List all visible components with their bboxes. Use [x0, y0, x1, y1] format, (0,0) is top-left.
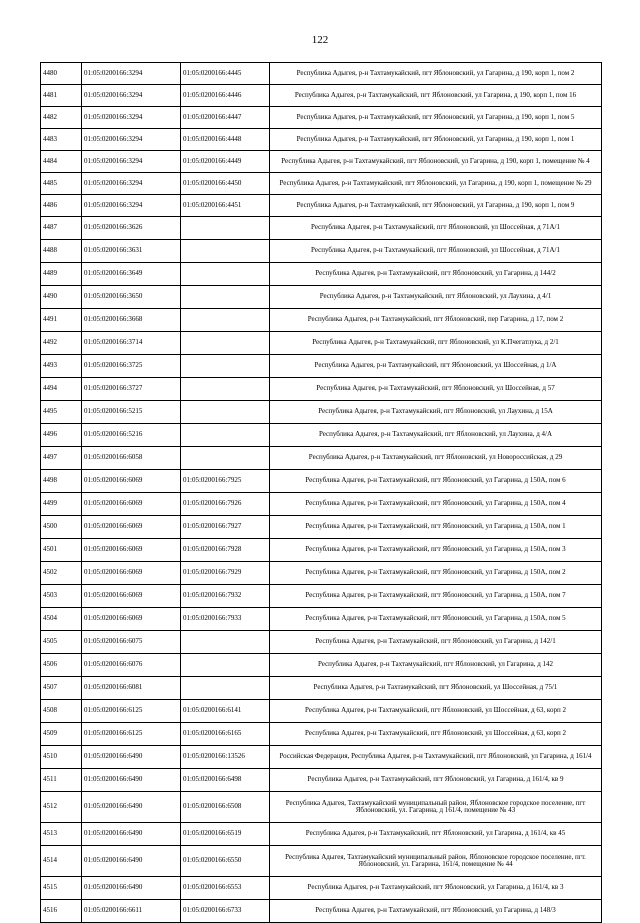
row-number-cell: 4490: [41, 286, 82, 309]
address-cell: Республика Адыгея, р-н Тахтамукайский, пгт Яблоновский, ул Гагарина, д 150А, пом 4: [270, 493, 602, 516]
row-number-cell: 4509: [41, 723, 82, 746]
table-row: [41, 846, 602, 877]
object-number-cell: 01:05:0200166:6165: [181, 723, 270, 746]
table-row: [41, 746, 602, 769]
address-cell: Республика Адыгея, р-н Тахтамукайский, пгт Яблоновский, ул Лаухина, д 4/1: [270, 286, 602, 309]
row-number-cell: 4480: [41, 63, 82, 85]
page-number: 122: [311, 34, 329, 46]
row-number-cell: 4508: [41, 700, 82, 723]
row-number-cell: 4485: [41, 173, 82, 195]
address-cell: Республика Адыгея, р-н Тахтамукайский, пгт Яблоновский, ул Гагарина, д 142/1: [270, 631, 602, 654]
row-number-cell: 4500: [41, 516, 82, 539]
cadastral-number-cell: 01:05:0200166:6069: [82, 562, 181, 585]
cadastral-number-cell: 01:05:0200166:6490: [82, 823, 181, 846]
object-number-cell: [181, 332, 270, 355]
object-number-cell: [181, 309, 270, 332]
table-row: [41, 493, 602, 516]
table-row: [41, 585, 602, 608]
table-row: [41, 608, 602, 631]
object-number-cell: [181, 378, 270, 401]
row-number-cell: 4499: [41, 493, 82, 516]
row-number-cell: 4495: [41, 401, 82, 424]
address-cell: Российская Федерация, Республика Адыгея, р-н Тахтамукайский, пгт Яблоновский, ул Гагарина, д 161/4: [270, 746, 602, 769]
object-number-cell: 01:05:0200166:13526: [181, 746, 270, 769]
address-cell: Республика Адыгея, р-н Тахтамукайский, пгт Яблоновский, ул Лаухина, д 4/А: [270, 424, 602, 447]
cadastral-number-cell: 01:05:0200166:3714: [82, 332, 181, 355]
table-row: [41, 823, 602, 846]
cadastral-number-cell: 01:05:0200166:6125: [82, 700, 181, 723]
address-cell: Республика Адыгея, Тахтамукайский муниципальный район, Яблоновское городское поселение, пгт. Яблоновский, ул. Гагарина, 161/4, помещение № 44: [270, 846, 602, 877]
row-number-cell: 4492: [41, 332, 82, 355]
cadastral-number-cell: 01:05:0200166:3626: [82, 217, 181, 240]
object-number-cell: [181, 654, 270, 677]
object-number-cell: 01:05:0200166:6519: [181, 823, 270, 846]
registry-table: [40, 62, 602, 923]
table-row: [41, 173, 602, 195]
cadastral-number-cell: 01:05:0200166:3294: [82, 129, 181, 151]
address-cell: Республика Адыгея, р-н Тахтамукайский, пгт Яблоновский, ул Гагарина, д 150А, пом 5: [270, 608, 602, 631]
address-cell: Республика Адыгея, р-н Тахтамукайский, пгт Яблоновский, ул Гагарина, д 190, корп 1, пом 5: [270, 107, 602, 129]
cadastral-number-cell: 01:05:0200166:3294: [82, 85, 181, 107]
address-cell: Республика Адыгея, р-н Тахтамукайский, пгт Яблоновский, ул Гагарина, д 150А, пом 7: [270, 585, 602, 608]
object-number-cell: 01:05:0200166:6550: [181, 846, 270, 877]
cadastral-number-cell: 01:05:0200166:3294: [82, 63, 181, 85]
row-number-cell: 4493: [41, 355, 82, 378]
object-number-cell: [181, 677, 270, 700]
address-cell: Республика Адыгея, р-н Тахтамукайский, пгт Яблоновский, пер Гагарина, д 17, пом 2: [270, 309, 602, 332]
object-number-cell: 01:05:0200166:4447: [181, 107, 270, 129]
row-number-cell: 4496: [41, 424, 82, 447]
address-cell: Республика Адыгея, р-н Тахтамукайский, пгт Яблоновский, ул Гагарина, д 150А, пом 2: [270, 562, 602, 585]
cadastral-number-cell: 01:05:0200166:6069: [82, 493, 181, 516]
cadastral-number-cell: 01:05:0200166:3727: [82, 378, 181, 401]
cadastral-number-cell: 01:05:0200166:5215: [82, 401, 181, 424]
address-cell: Республика Адыгея, р-н Тахтамукайский, пгт Яблоновский, ул Гагарина, д 190, корп 1, пом 16: [270, 85, 602, 107]
row-number-cell: 4515: [41, 877, 82, 900]
row-number-cell: 4504: [41, 608, 82, 631]
address-cell: Республика Адыгея, р-н Тахтамукайский, пгт Яблоновский, ул Гагарина, д 142: [270, 654, 602, 677]
cadastral-number-cell: 01:05:0200166:6069: [82, 516, 181, 539]
object-number-cell: [181, 263, 270, 286]
cadastral-number-cell: 01:05:0200166:6069: [82, 585, 181, 608]
row-number-cell: 4498: [41, 470, 82, 493]
cadastral-number-cell: 01:05:0200166:6058: [82, 447, 181, 470]
table-row: [41, 401, 602, 424]
object-number-cell: 01:05:0200166:4446: [181, 85, 270, 107]
cadastral-number-cell: 01:05:0200166:3668: [82, 309, 181, 332]
row-number-cell: 4506: [41, 654, 82, 677]
row-number-cell: 4503: [41, 585, 82, 608]
object-number-cell: 01:05:0200166:7933: [181, 608, 270, 631]
cadastral-number-cell: 01:05:0200166:6076: [82, 654, 181, 677]
object-number-cell: 01:05:0200166:7929: [181, 562, 270, 585]
row-number-cell: 4501: [41, 539, 82, 562]
table-row: [41, 631, 602, 654]
row-number-cell: 4484: [41, 151, 82, 173]
address-cell: Республика Адыгея, р-н Тахтамукайский, пгт Яблоновский, ул Гагарина, д 148/3: [270, 900, 602, 923]
object-number-cell: 01:05:0200166:4450: [181, 173, 270, 195]
cadastral-number-cell: 01:05:0200166:3294: [82, 195, 181, 217]
row-number-cell: 4494: [41, 378, 82, 401]
cadastral-number-cell: 01:05:0200166:6069: [82, 470, 181, 493]
object-number-cell: [181, 217, 270, 240]
address-cell: Республика Адыгея, р-н Тахтамукайский, пгт Яблоновский, ул Шоссейная, д 75/1: [270, 677, 602, 700]
address-cell: Республика Адыгея, р-н Тахтамукайский, пгт Яблоновский, ул Гагарина, д 190, корп 1, пом 2: [270, 63, 602, 85]
table-row: [41, 332, 602, 355]
address-cell: Республика Адыгея, р-н Тахтамукайский, пгт Яблоновский, ул Шоссейная, д 71А/1: [270, 240, 602, 263]
cadastral-number-cell: 01:05:0200166:6490: [82, 769, 181, 792]
table-row: [41, 107, 602, 129]
object-number-cell: 01:05:0200166:6508: [181, 792, 270, 823]
row-number-cell: 4510: [41, 746, 82, 769]
object-number-cell: 01:05:0200166:7927: [181, 516, 270, 539]
cadastral-number-cell: 01:05:0200166:6490: [82, 792, 181, 823]
address-cell: Республика Адыгея, р-н Тахтамукайский, пгт Яблоновский, ул Гагарина, д 161/4, кв 9: [270, 769, 602, 792]
table-row: [41, 85, 602, 107]
cadastral-number-cell: 01:05:0200166:3294: [82, 151, 181, 173]
object-number-cell: [181, 401, 270, 424]
object-number-cell: 01:05:0200166:4448: [181, 129, 270, 151]
cadastral-number-cell: 01:05:0200166:6490: [82, 846, 181, 877]
cadastral-number-cell: 01:05:0200166:6490: [82, 877, 181, 900]
object-number-cell: 01:05:0200166:4449: [181, 151, 270, 173]
address-cell: Республика Адыгея, р-н Тахтамукайский, пгт Яблоновский, ул Гагарина, д 144/2: [270, 263, 602, 286]
row-number-cell: 4491: [41, 309, 82, 332]
table-row: [41, 700, 602, 723]
table-row: [41, 424, 602, 447]
object-number-cell: 01:05:0200166:7932: [181, 585, 270, 608]
cadastral-number-cell: 01:05:0200166:6081: [82, 677, 181, 700]
object-number-cell: [181, 424, 270, 447]
table-row: [41, 355, 602, 378]
object-number-cell: [181, 447, 270, 470]
address-cell: Республика Адыгея, р-н Тахтамукайский, пгт Яблоновский, ул Шоссейная, д 71А/1: [270, 217, 602, 240]
object-number-cell: [181, 631, 270, 654]
table-row: [41, 562, 602, 585]
address-cell: Республика Адыгея, р-н Тахтамукайский, пгт Яблоновский, ул Лаухина, д 15А: [270, 401, 602, 424]
object-number-cell: 01:05:0200166:7926: [181, 493, 270, 516]
row-number-cell: 4481: [41, 85, 82, 107]
object-number-cell: 01:05:0200166:6141: [181, 700, 270, 723]
table-row: [41, 654, 602, 677]
object-number-cell: 01:05:0200166:7925: [181, 470, 270, 493]
address-cell: Республика Адыгея, р-н Тахтамукайский, пгт Яблоновский, ул Новороссийская, д 29: [270, 447, 602, 470]
row-number-cell: 4489: [41, 263, 82, 286]
cadastral-number-cell: 01:05:0200166:3294: [82, 107, 181, 129]
row-number-cell: 4488: [41, 240, 82, 263]
row-number-cell: 4497: [41, 447, 82, 470]
address-cell: Республика Адыгея, р-н Тахтамукайский, пгт Яблоновский, ул К.Пчегатлука, д 2/1: [270, 332, 602, 355]
address-cell: Республика Адыгея, р-н Тахтамукайский, пгт Яблоновский, ул Гагарина, д 161/4, кв 45: [270, 823, 602, 846]
table-row: [41, 677, 602, 700]
object-number-cell: 01:05:0200166:6733: [181, 900, 270, 923]
object-number-cell: 01:05:0200166:7928: [181, 539, 270, 562]
row-number-cell: 4512: [41, 792, 82, 823]
table-row: [41, 263, 602, 286]
row-number-cell: 4505: [41, 631, 82, 654]
table-row: [41, 63, 602, 85]
address-cell: Республика Адыгея, р-н Тахтамукайский, пгт Яблоновский, ул Гагарина, д 190, корп 1, пом 1: [270, 129, 602, 151]
object-number-cell: [181, 355, 270, 378]
table-row: [41, 539, 602, 562]
object-number-cell: [181, 286, 270, 309]
cadastral-number-cell: 01:05:0200166:3650: [82, 286, 181, 309]
row-number-cell: 4513: [41, 823, 82, 846]
table-row: [41, 723, 602, 746]
row-number-cell: 4514: [41, 846, 82, 877]
cadastral-number-cell: 01:05:0200166:5216: [82, 424, 181, 447]
row-number-cell: 4511: [41, 769, 82, 792]
cadastral-number-cell: 01:05:0200166:6125: [82, 723, 181, 746]
table-row: [41, 470, 602, 493]
row-number-cell: 4502: [41, 562, 82, 585]
row-number-cell: 4487: [41, 217, 82, 240]
table-row: [41, 240, 602, 263]
row-number-cell: 4483: [41, 129, 82, 151]
table-row: [41, 447, 602, 470]
table-row: [41, 900, 602, 923]
address-cell: Республика Адыгея, Тахтамукайский муниципальный район, Яблоновское городское поселение, пгт Яблоновский, ул. Гагарина, д 161/4, помещение № 43: [270, 792, 602, 823]
row-number-cell: 4507: [41, 677, 82, 700]
cadastral-number-cell: 01:05:0200166:3725: [82, 355, 181, 378]
address-cell: Республика Адыгея, р-н Тахтамукайский, пгт Яблоновский, ул Шоссейная, д 57: [270, 378, 602, 401]
object-number-cell: 01:05:0200166:6498: [181, 769, 270, 792]
address-cell: Республика Адыгея, р-н Тахтамукайский, пгт Яблоновский, ул Шоссейная, д 63, корп 2: [270, 723, 602, 746]
row-number-cell: 4486: [41, 195, 82, 217]
cadastral-number-cell: 01:05:0200166:6069: [82, 539, 181, 562]
address-cell: Республика Адыгея, р-н Тахтамукайский, пгт Яблоновский, ул Шоссейная, д 63, корп 2: [270, 700, 602, 723]
table-row: [41, 792, 602, 823]
row-number-cell: 4516: [41, 900, 82, 923]
cadastral-number-cell: 01:05:0200166:6611: [82, 900, 181, 923]
object-number-cell: 01:05:0200166:4451: [181, 195, 270, 217]
cadastral-number-cell: 01:05:0200166:3294: [82, 173, 181, 195]
cadastral-number-cell: 01:05:0200166:3631: [82, 240, 181, 263]
table-row: [41, 195, 602, 217]
object-number-cell: [181, 240, 270, 263]
address-cell: Республика Адыгея, р-н Тахтамукайский, пгт Яблоновский, ул Гагарина, д 190, корп 1, помещение № 4: [270, 151, 602, 173]
row-number-cell: 4482: [41, 107, 82, 129]
address-cell: Республика Адыгея, р-н Тахтамукайский, пгт Яблоновский, ул Гагарина, д 190, корп 1, пом 9: [270, 195, 602, 217]
address-cell: Республика Адыгея, р-н Тахтамукайский, пгт Яблоновский, ул Гагарина, д 150А, пом 3: [270, 539, 602, 562]
address-cell: Республика Адыгея, р-н Тахтамукайский, пгт Яблоновский, ул Гагарина, д 150А, пом 6: [270, 470, 602, 493]
table-row: [41, 378, 602, 401]
cadastral-number-cell: 01:05:0200166:6069: [82, 608, 181, 631]
address-cell: Республика Адыгея, р-н Тахтамукайский, пгт Яблоновский, ул Шоссейная, д 1/А: [270, 355, 602, 378]
table-row: [41, 151, 602, 173]
object-number-cell: 01:05:0200166:4445: [181, 63, 270, 85]
object-number-cell: 01:05:0200166:6553: [181, 877, 270, 900]
table-row: [41, 286, 602, 309]
table-row: [41, 217, 602, 240]
address-cell: Республика Адыгея, р-н Тахтамукайский, пгт Яблоновский, ул Гагарина, д 161/4, кв 3: [270, 877, 602, 900]
table-row: [41, 309, 602, 332]
cadastral-number-cell: 01:05:0200166:3649: [82, 263, 181, 286]
table-row: [41, 516, 602, 539]
address-cell: Республика Адыгея, р-н Тахтамукайский, пгт Яблоновский, ул Гагарина, д 150А, пом 1: [270, 516, 602, 539]
address-cell: Республика Адыгея, р-н Тахтамукайский, пгт Яблоновский, ул Гагарина, д 190, корп 1, помещение № 29: [270, 173, 602, 195]
table-row: [41, 877, 602, 900]
cadastral-number-cell: 01:05:0200166:6075: [82, 631, 181, 654]
registry-table-body: [41, 63, 602, 923]
cadastral-number-cell: 01:05:0200166:6490: [82, 746, 181, 769]
table-row: [41, 129, 602, 151]
table-row: [41, 769, 602, 792]
